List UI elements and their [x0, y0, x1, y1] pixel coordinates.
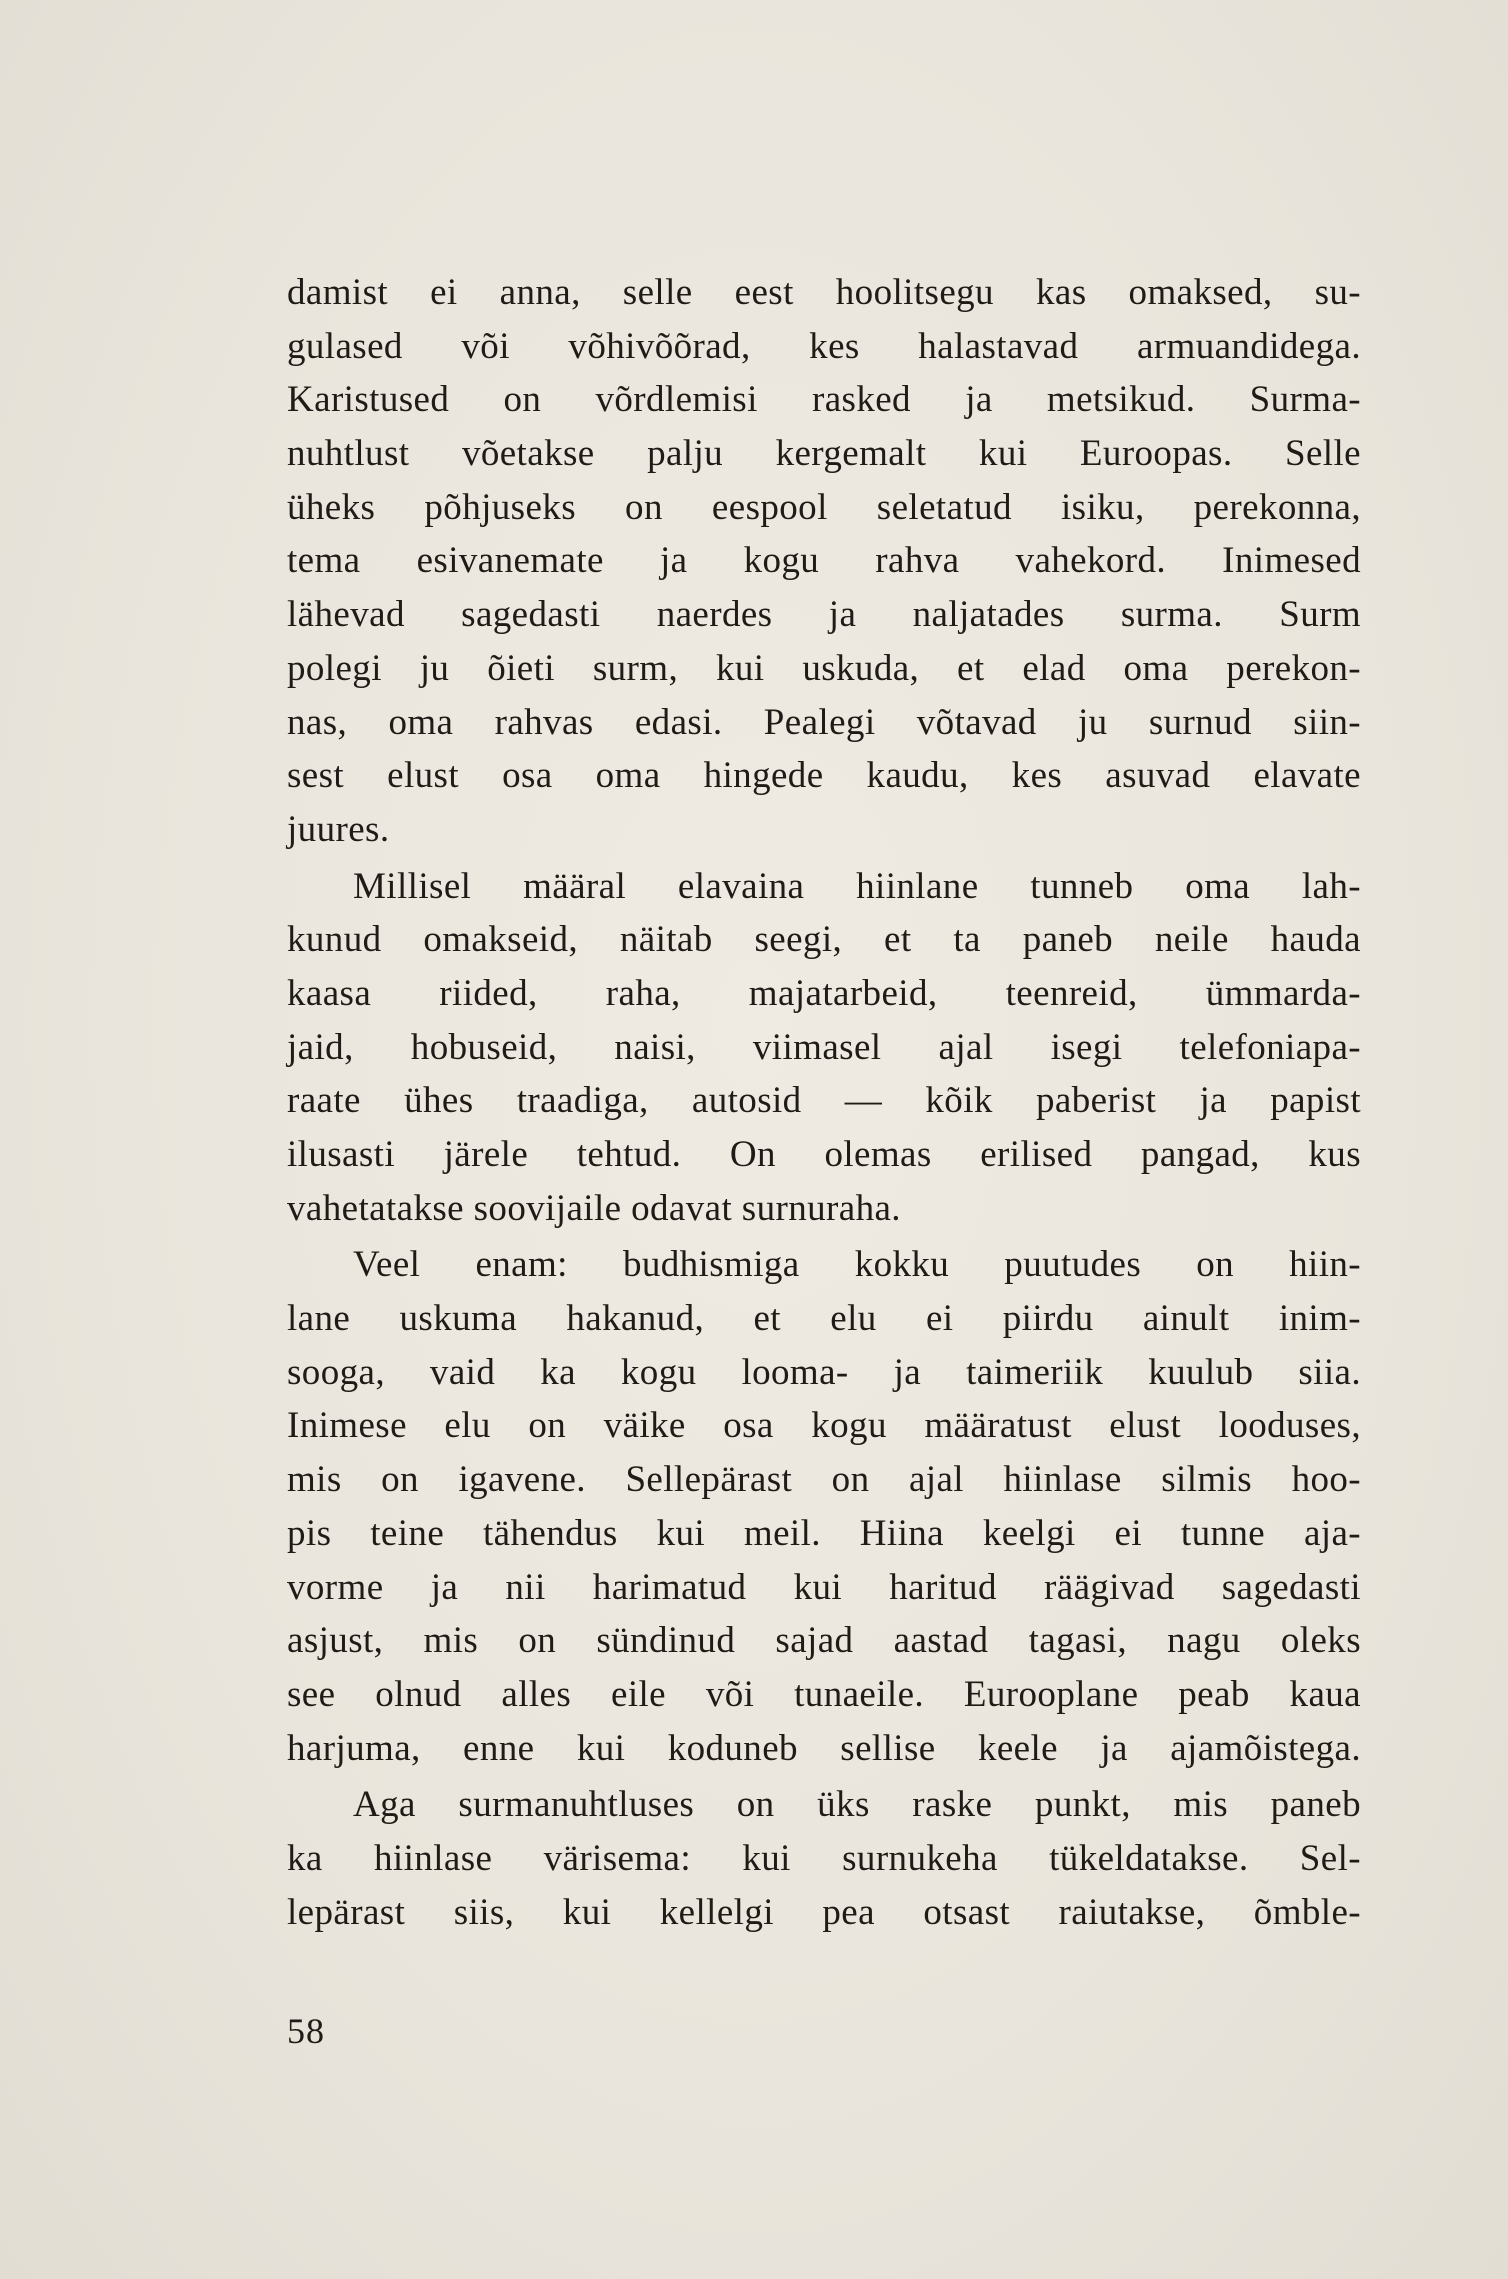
text-line: sest elust osa oma hingede kaudu, kes asuvad elavate	[287, 755, 1361, 797]
text-line: lepärast siis, kui kellelgi pea otsast raiutakse, õmble-	[287, 1891, 1361, 1933]
paragraph	[287, 1238, 1361, 1775]
text-line: lähevad sagedasti naerdes ja naljatades surma. Surm	[287, 594, 1361, 636]
page-number: 58	[287, 2011, 325, 2051]
text-line: raate ühes traadiga, autosid — kõik paberist ja papist	[287, 1080, 1361, 1122]
paragraph	[287, 1778, 1361, 1939]
text-line: kaasa riided, raha, majatarbeid, teenreid, ümmarda-	[287, 972, 1361, 1014]
text-line: Inimese elu on väike osa kogu määratust elust looduses,	[287, 1405, 1361, 1447]
text-line: juures.	[287, 808, 390, 850]
text-line: üheks põhjuseks on eespool seletatud isiku, perekonna,	[287, 486, 1361, 528]
text-line: Aga surmanuhtluses on üks raske punkt, mis paneb	[353, 1784, 1361, 1826]
text-line: nuhtlust võetakse palju kergemalt kui Euroopas. Selle	[287, 433, 1361, 475]
text-line: pis teine tähendus kui meil. Hiina keelgi ei tunne aja-	[287, 1512, 1361, 1554]
text-line: Millisel määral elavaina hiinlane tunneb oma lah-	[353, 865, 1361, 907]
text-line: vorme ja nii harimatud kui haritud räägivad sagedasti	[287, 1566, 1361, 1608]
body-text	[287, 266, 1361, 1939]
text-line: damist ei anna, selle eest hoolitsegu kas omaksed, su-	[287, 272, 1361, 313]
text-line: ka hiinlase värisema: kui surnukeha tükeldatakse. Sel-	[287, 1837, 1361, 1879]
text-line: polegi ju õieti surm, kui uskuda, et elad oma perekon-	[287, 647, 1361, 689]
text-line: asjust, mis on sündinud sajad aastad tagasi, nagu oleks	[287, 1620, 1361, 1662]
text-line: tema esivanemate ja kogu rahva vahekord. Inimesed	[287, 540, 1361, 582]
text-line: Karistused on võrdlemisi rasked ja metsikud. Surma-	[287, 379, 1361, 421]
text-line: lane uskuma hakanud, et elu ei piirdu ainult inim-	[287, 1298, 1361, 1340]
text-line: nas, oma rahvas edasi. Pealegi võtavad ju surnud siin-	[287, 701, 1361, 743]
text-line: gulased või võhivõõrad, kes halastavad armuandidega.	[287, 325, 1361, 367]
text-line: vahetatakse soovijaile odavat surnuraha.	[287, 1187, 901, 1229]
paragraph	[287, 266, 1361, 857]
text-line: jaid, hobuseid, naisi, viimasel ajal isegi telefoniapa-	[287, 1026, 1361, 1068]
text-line: sooga, vaid ka kogu looma- ja taimeriik kuulub siia.	[287, 1351, 1361, 1393]
text-line: mis on igavene. Sellepärast on ajal hiinlase silmis hoo-	[287, 1459, 1361, 1501]
text-line: kunud omakseid, näitab seegi, et ta paneb neile hauda	[287, 919, 1361, 961]
text-line: see olnud alles eile või tunaeile. Eurooplane peab kaua	[287, 1673, 1361, 1715]
text-line: Veel enam: budhismiga kokku puutudes on hiin-	[353, 1244, 1361, 1286]
text-line: harjuma, enne kui koduneb sellise keele ja ajamõistega.	[287, 1727, 1361, 1769]
text-line: ilusasti järele tehtud. On olemas erilised pangad, kus	[287, 1134, 1361, 1175]
paragraph	[287, 860, 1361, 1236]
